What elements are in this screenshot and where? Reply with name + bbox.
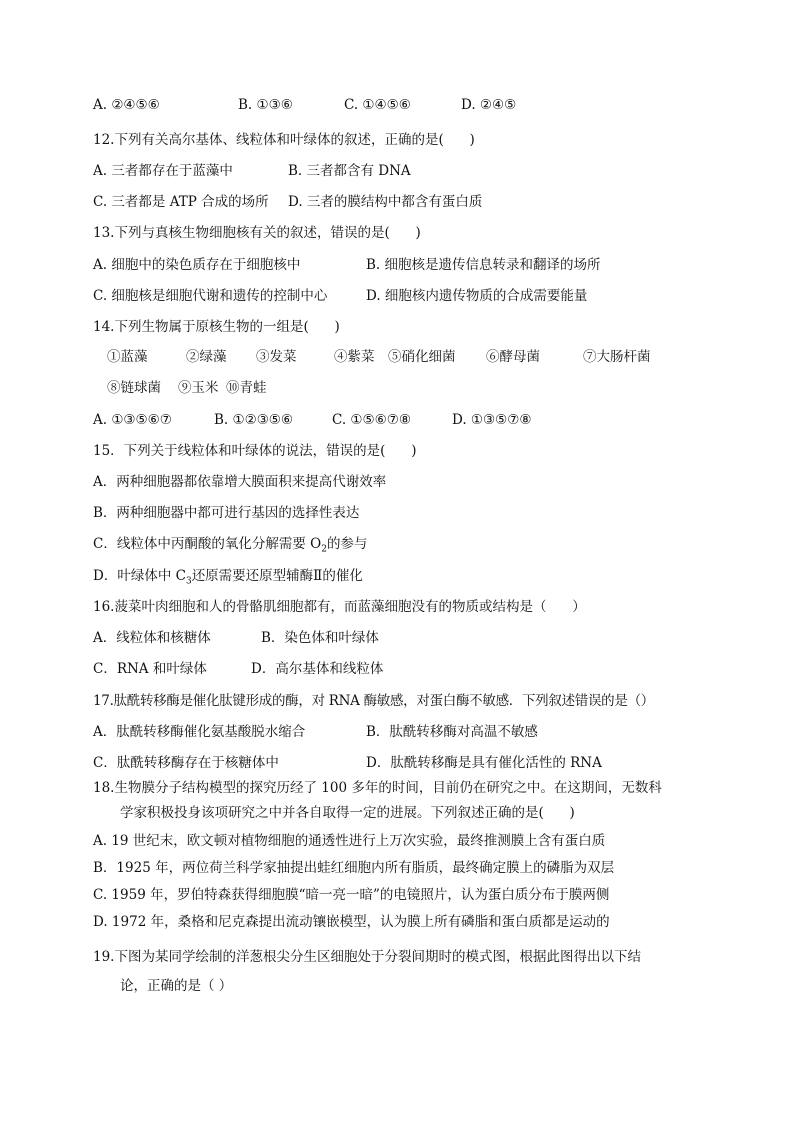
q15-option-a: A．两种细胞器都依靠增大膜面积来提高代谢效率	[93, 474, 387, 490]
q17-stem: 17.肽酰转移酶是催化肽键形成的酶，对 RNA 酶敏感，对蛋白酶不敏感．下列叙述错误的是（）	[93, 693, 654, 709]
q14-stem: 14.下列生物属于原核生物的一组是( )	[93, 319, 340, 335]
q18-option-d: D. 1972 年，桑格和尼克森提出流动镶嵌模型，认为膜上所有磷脂和蛋白质都是运动的	[93, 914, 610, 930]
q11-option-a: A. ②④⑤⑥	[93, 97, 160, 113]
q14-item-7: ⑦大肠杆菌	[583, 349, 651, 365]
q14-item-8: ⑧链球菌	[107, 380, 161, 396]
q13-option-d: D. 细胞核内遗传物质的合成需要能量	[366, 288, 588, 304]
q14-option-a: A. ①③⑤⑥⑦	[93, 412, 172, 428]
q14-option-c: C. ①⑤⑥⑦⑧	[332, 412, 411, 428]
q14-item-5: ⑤硝化细菌	[388, 349, 456, 365]
q12-option-b: B. 三者都含有 DNA	[288, 163, 411, 179]
q14-item-4: ④紫菜	[334, 349, 375, 365]
q17-option-a: A．肽酰转移酶催化氨基酸脱水缩合	[93, 724, 306, 740]
q12-option-d: D. 三者的膜结构中都含有蛋白质	[288, 194, 483, 210]
q18-option-b: B．1925 年，两位荷兰科学家抽提出蛙红细胞内所有脂质，最终确定膜上的磷脂为双层	[93, 860, 615, 876]
q16-stem: 16.菠菜叶肉细胞和人的骨骼肌细胞都有，而蓝藻细胞没有的物质或结构是（ ）	[93, 599, 586, 615]
q18-stem-line1: 18.生物膜分子结构模型的探究历经了 100 多年的时间，目前仍在研究之中。在这期间，无数科	[93, 780, 662, 796]
q15-option-c: C．线粒体中丙酮酸的氧化分解需要 $O_2$的参与	[93, 536, 368, 555]
q14-item-1: ①蓝藻	[107, 349, 148, 365]
q11-option-d: D. ②④⑤	[461, 97, 517, 113]
q16-option-b: B．染色体和叶绿体	[261, 630, 379, 646]
q18-option-a: A. 19 世纪末，欧文顿对植物细胞的通透性进行上万次实验，最终推测膜上含有蛋白质	[93, 833, 606, 849]
q14-item-9: ⑨玉米	[178, 380, 219, 396]
q14-option-b: B. ①②③⑤⑥	[214, 412, 294, 428]
q13-option-b: B. 细胞核是遗传信息转录和翻译的场所	[366, 257, 601, 273]
q17-option-c: C．肽酰转移酶存在于核糖体中	[93, 755, 279, 771]
q15-option-d: D．叶绿体中 $C_3$还原需要还原型辅酶Ⅱ的催化	[93, 568, 363, 587]
q14-option-d: D. ①③⑤⑦⑧	[452, 412, 532, 428]
q12-option-a: A. 三者都存在于蓝藻中	[93, 163, 233, 179]
q19-stem-line2: 论，正确的是（ ）	[120, 978, 233, 994]
q11-option-c: C. ①④⑤⑥	[344, 97, 411, 113]
q14-item-6: ⑥酵母菌	[486, 349, 540, 365]
q14-item-10: ⑩青蛙	[226, 380, 267, 396]
q17-option-b: B．肽酰转移酶对高温不敏感	[366, 724, 538, 740]
q14-item-2: ②绿藻	[186, 349, 227, 365]
q18-stem-line2: 学家积极投身该项研究之中并各自取得一定的进展。下列叙述正确的是( )	[120, 805, 575, 821]
q11-option-b: B. ①③⑥	[238, 97, 293, 113]
q12-stem: 12.下列有关高尔基体、线粒体和叶绿体的叙述，正确的是( )	[93, 132, 475, 148]
q13-stem: 13.下列与真核生物细胞核有关的叙述，错误的是( )	[93, 225, 421, 241]
q19-stem-line1: 19.下图为某同学绘制的洋葱根尖分生区细胞处于分裂间期时的模式图，根据此图得出以下结	[93, 949, 641, 965]
q16-option-d: D．高尔基体和线粒体	[251, 661, 384, 677]
q12-option-c: C. 三者都是 ATP 合成的场所	[93, 194, 269, 210]
q16-option-a: A．线粒体和核糖体	[93, 630, 211, 646]
q13-option-c: C. 细胞核是细胞代谢和遗传的控制中心	[93, 288, 328, 304]
q18-option-c: C. 1959 年，罗伯特森获得细胞膜“暗一亮一暗”的电镜照片，认为蛋白质分布于膜两侧	[93, 887, 610, 903]
q13-option-a: A. 细胞中的染色质存在于细胞核中	[93, 257, 301, 273]
q14-item-3: ③发菜	[256, 349, 297, 365]
q16-option-c: C．RNA 和叶绿体	[93, 661, 207, 677]
q15-option-b: B．两种细胞器中都可进行基因的选择性表达	[93, 505, 360, 521]
q15-stem: 15．下列关于线粒体和叶绿体的说法，错误的是( )	[93, 443, 417, 459]
q17-option-d: D．肽酰转移酶是具有催化活性的 RNA	[366, 755, 602, 771]
